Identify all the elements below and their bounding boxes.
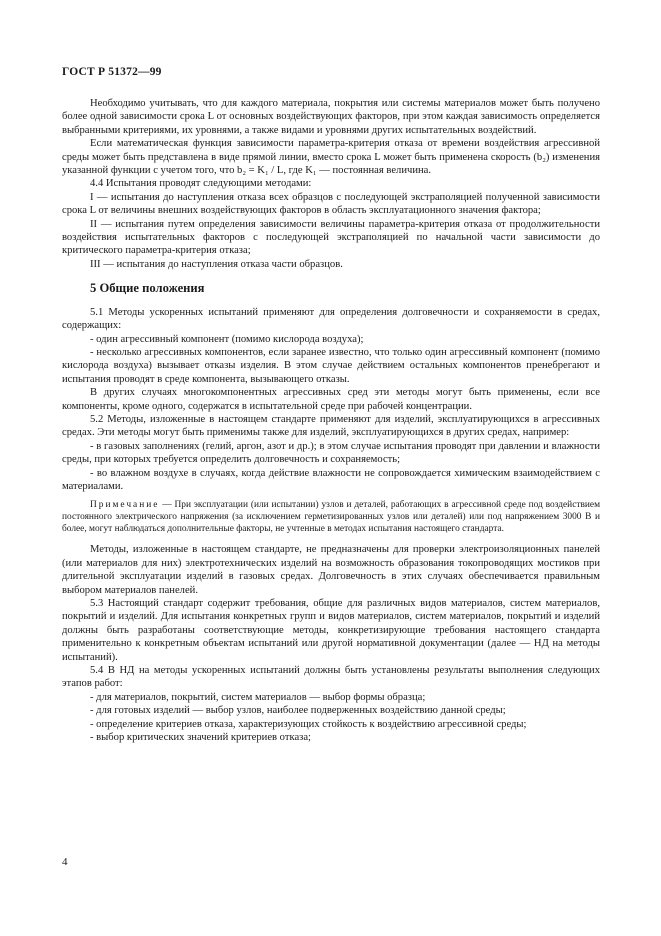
- paragraph: III — испытания до наступления отказа части образцов.: [90, 258, 343, 270]
- list-item: - один агрессивный компонент (помимо кислорода воздуха);: [90, 333, 364, 345]
- list-item: - несколько агрессивных компонентов, если заранее известно, что только один агрессивный компонент (помимо кислорода воздуха) вызывает отказы изделия. В этом случае действием остальных компонентов пренебрегают и испытания проводят в среде компонента, вызывающего отказы.: [62, 346, 600, 385]
- paragraph: 5.2 Методы, изложенные в настоящем стандарте применяют для изделий, эксплуатирующихся в агрессивных средах. Эти методы могут быть применимы также для изделий, эксплуатирующихся в других средах, например:: [62, 413, 600, 439]
- document-body: [62, 97, 600, 744]
- paragraph: В других случаях многокомпонентных агрессивных сред эти методы могут быть применены, если все компоненты, кроме одного, содержатся в испытательной среде при рабочей концентрации.: [62, 387, 600, 412]
- paragraph: 4.4 Испытания проводят следующими методами:: [90, 178, 312, 190]
- note-text: — При эксплуатации (или испытании) узлов и деталей, работающих в агрессивной среде под воздействием постоянного электрического напряжения (за исключением герметизированных узлов или деталей) или под напряжением 3000 В и более, могут наблюдаться дополнительные факторы, не учтенные в методах испытания настоящего стандарта.: [62, 500, 600, 535]
- paragraph: 5.3 Настоящий стандарт содержит требования, общие для различных видов материалов, систем материалов, покрытий и изделий. Для испытания конкретных групп и видов материалов, систем материалов, покрытий и изделий должны быть разработаны соответствующие методы, конкретизирующие требования настоящего стандарта применительно к конкретным объектам испытаний или другой нормативной документации (далее — НД на методы испытаний).: [62, 598, 600, 663]
- note: [62, 499, 600, 535]
- list-item: - во влажном воздухе в случаях, когда действие влажности не сопровождается химическим взаимодействием с материалами.: [62, 467, 600, 492]
- page-number: 4: [62, 856, 68, 868]
- paragraph: 5.4 В НД на методы ускоренных испытаний должны быть установлены результаты выполнения следующих этапов работ:: [62, 665, 600, 690]
- paragraph: 5.1 Методы ускоренных испытаний применяют для определения долговечности и сохраняемости в средах, содержащих:: [62, 306, 600, 332]
- paragraph: Методы, изложенные в настоящем стандарте, не предназначены для проверки электроизоляционных панелей (или материалов для них) электротехнических изделий на возможность образования токопроводящих мостиков при длительной эксплуатации изделий в газовых средах. Долговечность в этих случаях обеспечивается правильным выбором материалов панелей.: [62, 544, 600, 596]
- list-item: - для готовых изделий — выбор узлов, наиболее подверженных воздействию данной среды;: [90, 705, 506, 717]
- note-label: Примечание: [90, 500, 160, 511]
- list-item: - выбор критических значений критериев отказа;: [90, 732, 311, 744]
- paragraph: Если математическая функция зависимости параметра-критерия отказа от времени воздействия агрессивной среды может быть представлена в виде прямой линии, вместо срока L может быть применена скорость (b₂) изменения указанной функции с учетом того, что b₂ = K₁ / L, где K₁ — постоянная величина.: [62, 138, 600, 177]
- paragraph: II — испытания путем определения зависимости величины параметра-критерия отказа от продолжительности воздействия испытательных факторов с последующей экстраполяцией по начальной части зависимости до критического параметра-критерия отказа;: [62, 218, 600, 257]
- paragraph: I — испытания до наступления отказа всех образцов с последующей экстраполяцией полученной зависимости срока L от величины внешних воздействующих факторов в область эксплуатационного значения фактора;: [62, 191, 600, 217]
- list-item: - для материалов, покрытий, систем материалов — выбор формы образца;: [90, 691, 426, 703]
- document-header: ГОСТ Р 51372—99: [62, 66, 162, 78]
- list-item: - в газовых заполнениях (гелий, аргон, азот и др.); в этом случае испытания проводят при давлении и влажности среды, при которых требуется определить долговечность и сохраняемость;: [62, 440, 600, 466]
- section-title: 5 Общие положения: [90, 281, 205, 296]
- paragraph: Необходимо учитывать, что для каждого материала, покрытия или системы материалов может быть получено более одной зависимости срока L от основных воздействующих факторов, при этом каждая зависимость определяется выбранными критериями, их уровнями, а также видами и уровнями других испытательных воздействий.: [62, 98, 600, 136]
- list-item: - определение критериев отказа, характеризующих стойкость к воздействию агрессивной среды;: [90, 718, 527, 730]
